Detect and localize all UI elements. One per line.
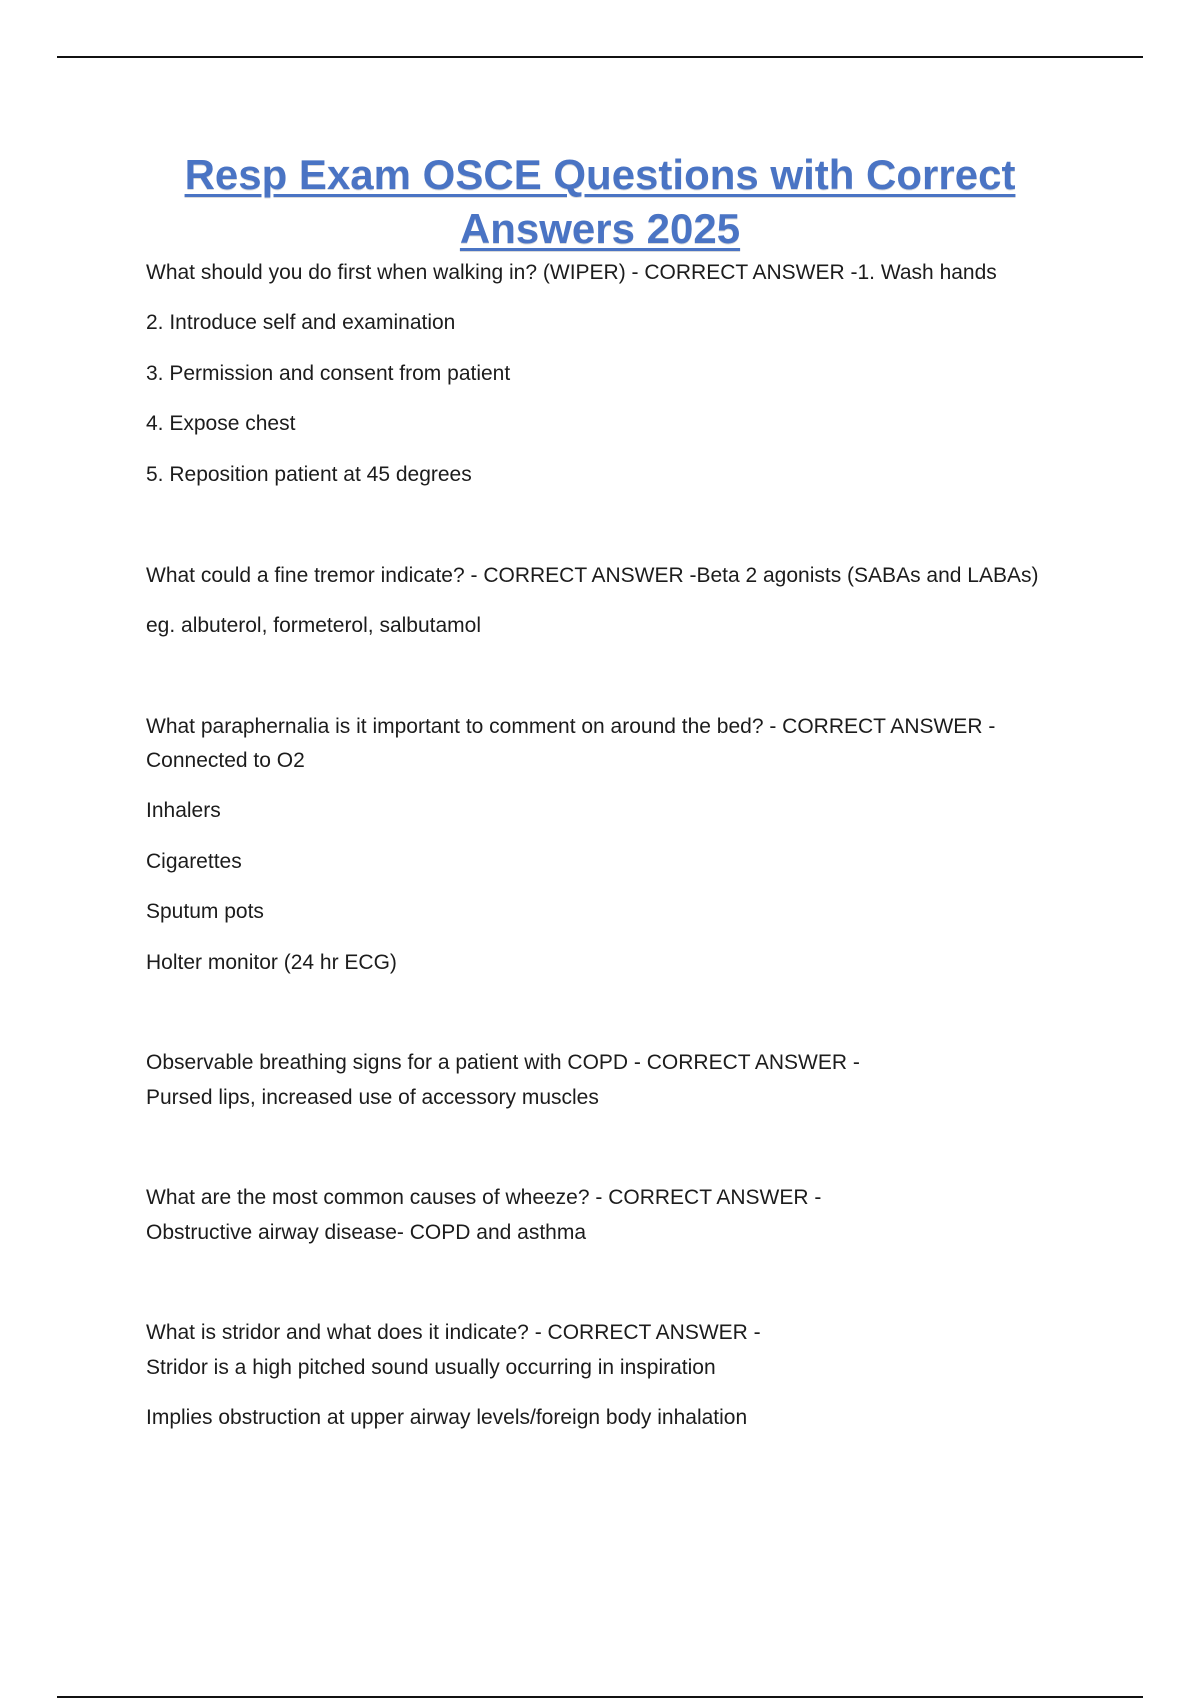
answer-1-item-3: 3. Permission and consent from patient	[146, 362, 511, 385]
question-1-text: What should you do first when walking in? (WIPER) - CORRECT ANSWER -1. Wash hands	[146, 261, 997, 284]
document-title-line-2: Answers 2025	[459, 205, 741, 252]
answer-6-line-1: Stridor is a high pitched sound usually occurring in inspiration	[146, 1356, 716, 1379]
question-5-text: What are the most common causes of wheeze? - CORRECT ANSWER -	[146, 1186, 822, 1209]
question-4-text: Observable breathing signs for a patient with COPD - CORRECT ANSWER -	[146, 1051, 860, 1074]
answer-3-item-5: Holter monitor (24 hr ECG)	[146, 951, 397, 974]
question-6-text: What is stridor and what does it indicate? - CORRECT ANSWER -	[146, 1321, 761, 1344]
answer-3-item-2: Inhalers	[146, 799, 221, 822]
answer-3-item-1: Connected to O2	[146, 749, 305, 772]
document-title	[100, 148, 1100, 256]
answer-3-item-4: Sputum pots	[146, 900, 264, 923]
question-3-text: What paraphernalia is it important to comment on around the bed? - CORRECT ANSWER -	[146, 715, 996, 738]
answer-5-text: Obstructive airway disease- COPD and asthma	[146, 1221, 587, 1244]
question-2-text: What could a fine tremor indicate? - CORRECT ANSWER -Beta 2 agonists (SABAs and LABAs)	[146, 564, 1039, 587]
answer-4-text: Pursed lips, increased use of accessory muscles	[146, 1086, 599, 1109]
answer-2-line-2: eg. albuterol, formeterol, salbutamol	[146, 614, 482, 637]
answer-1-item-5: 5. Reposition patient at 45 degrees	[146, 463, 472, 486]
header-rule	[57, 56, 1143, 58]
answer-1-item-2: 2. Introduce self and examination	[146, 311, 456, 334]
answer-6-line-2: Implies obstruction at upper airway levels/foreign body inhalation	[146, 1406, 748, 1429]
answer-1-item-4: 4. Expose chest	[146, 412, 296, 435]
footer-rule	[57, 1696, 1143, 1698]
answer-3-item-3: Cigarettes	[146, 850, 242, 873]
document-title-line-1: Resp Exam OSCE Questions with Correct	[184, 151, 1016, 198]
